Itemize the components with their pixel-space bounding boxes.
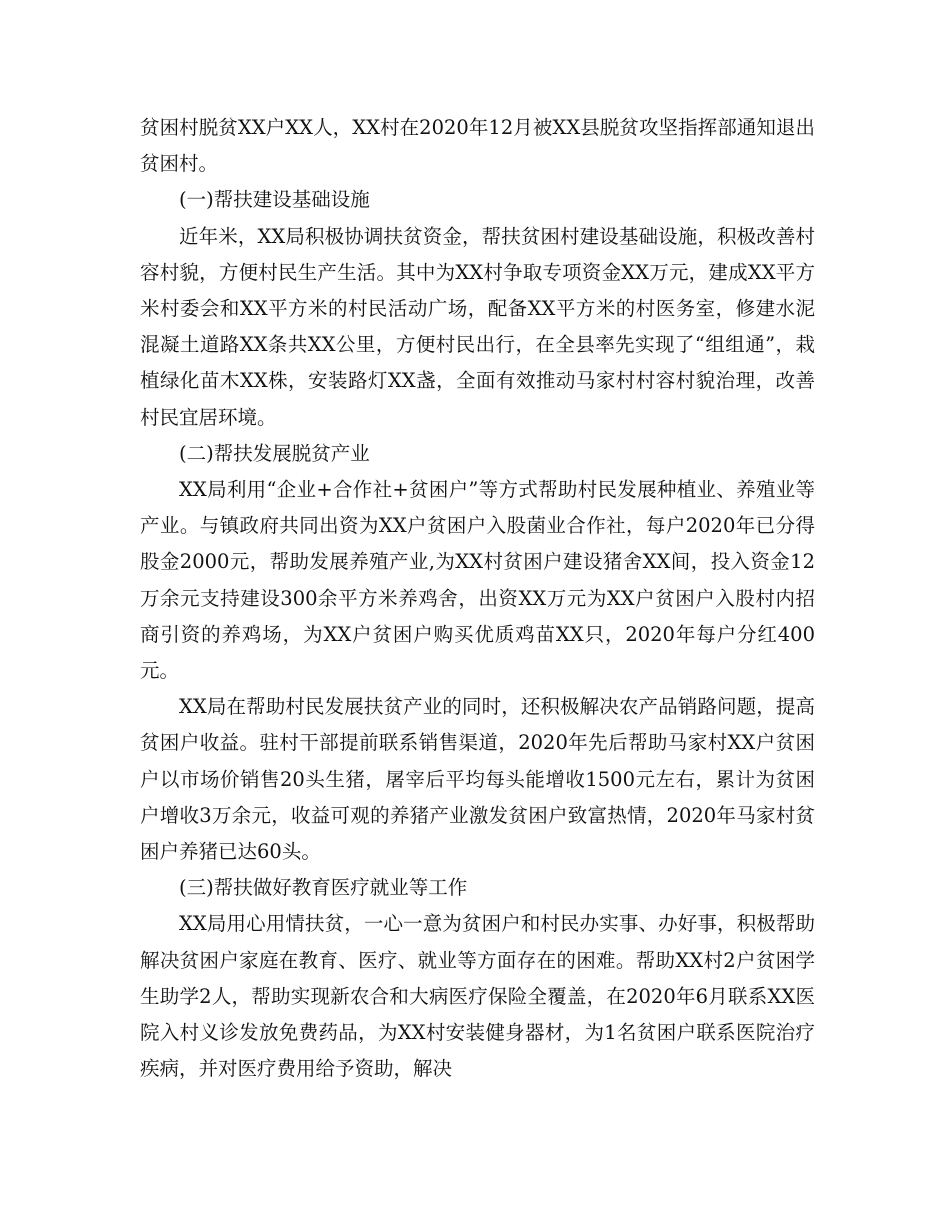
section-heading-industry: (二)帮扶发展脱贫产业 (179, 441, 370, 465)
paragraph-education-medical: XX局用心用情扶贫，一心一意为贫困户和村民办实事、办好事，积极帮助解决贫困户家庭在教育、医疗、就业等方面存在的困难。帮助XX村2户贫困学生助学2人，帮助实现新农合和大病医疗保险全覆盖，在2020年6月联系XX医院入村义诊发放免费药品，为XX村安装健身器材，为1名贫困户联系医院治疗疾病，并对医疗费用给予资助，解决 (140, 912, 815, 1081)
section-heading-education-medical: (三)帮扶做好教育医疗就业等工作 (179, 876, 468, 900)
paragraph-infrastructure: 近年米，XX局积极协调扶贫资金，帮扶贫困村建设基础设施，积极改善村容村貌，方便村民生产生活。其中为XX村争取专项资金XX万元，建成XX平方米村委会和XX平方米的村民活动广场，配备XX平方米的村医务室，修建水泥混凝土道路XX条共XX公里，方便村民出行，在全县率先实现了“组组通”，栽植绿化苗木XX株，安装路灯XX盏，全面有效推动马家村村容村貌治理，改善村民宜居环境。 (140, 224, 815, 429)
paragraph-sales: XX局在帮助村民发展扶贫产业的同时，还积极解决农产品销路问题，提高贫困户收益。驻村干部提前联系销售渠道，2020年先后帮助马家村XX户贫困户以市场价销售20头生猪，屠宰后平均每头能增收1500元左右，累计为贫困户增收3万余元，收益可观的养猪产业激发贫困户致富热情，2020年马家村贫困户养猪已达60头。 (140, 695, 815, 864)
section-heading-infrastructure: (一)帮扶建设基础设施 (179, 188, 370, 212)
paragraph-industry: XX局利用“企业+合作社+贫困户”等方式帮助村民发展种植业、养殖业等产业。与镇政府共同出资为XX户贫困户入股菌业合作社，每户2020年已分得股金2000元，帮助发展养殖产业,为XX村贫困户建设猪舍XX间，投入资金12万余元支持建设300余平方米养鸡舍，出资XX万元为XX户贫困户入股村内招商引资的养鸡场，为XX户贫困户购买优质鸡苗XX只，2020年每户分红400元。 (140, 478, 815, 683)
document-page (140, 110, 815, 1087)
paragraph-intro: 贫困村脱贫XX户XX人，XX村在2020年12月被XX县脱贫攻坚指挥部通知退出贫困村。 (140, 116, 815, 176)
